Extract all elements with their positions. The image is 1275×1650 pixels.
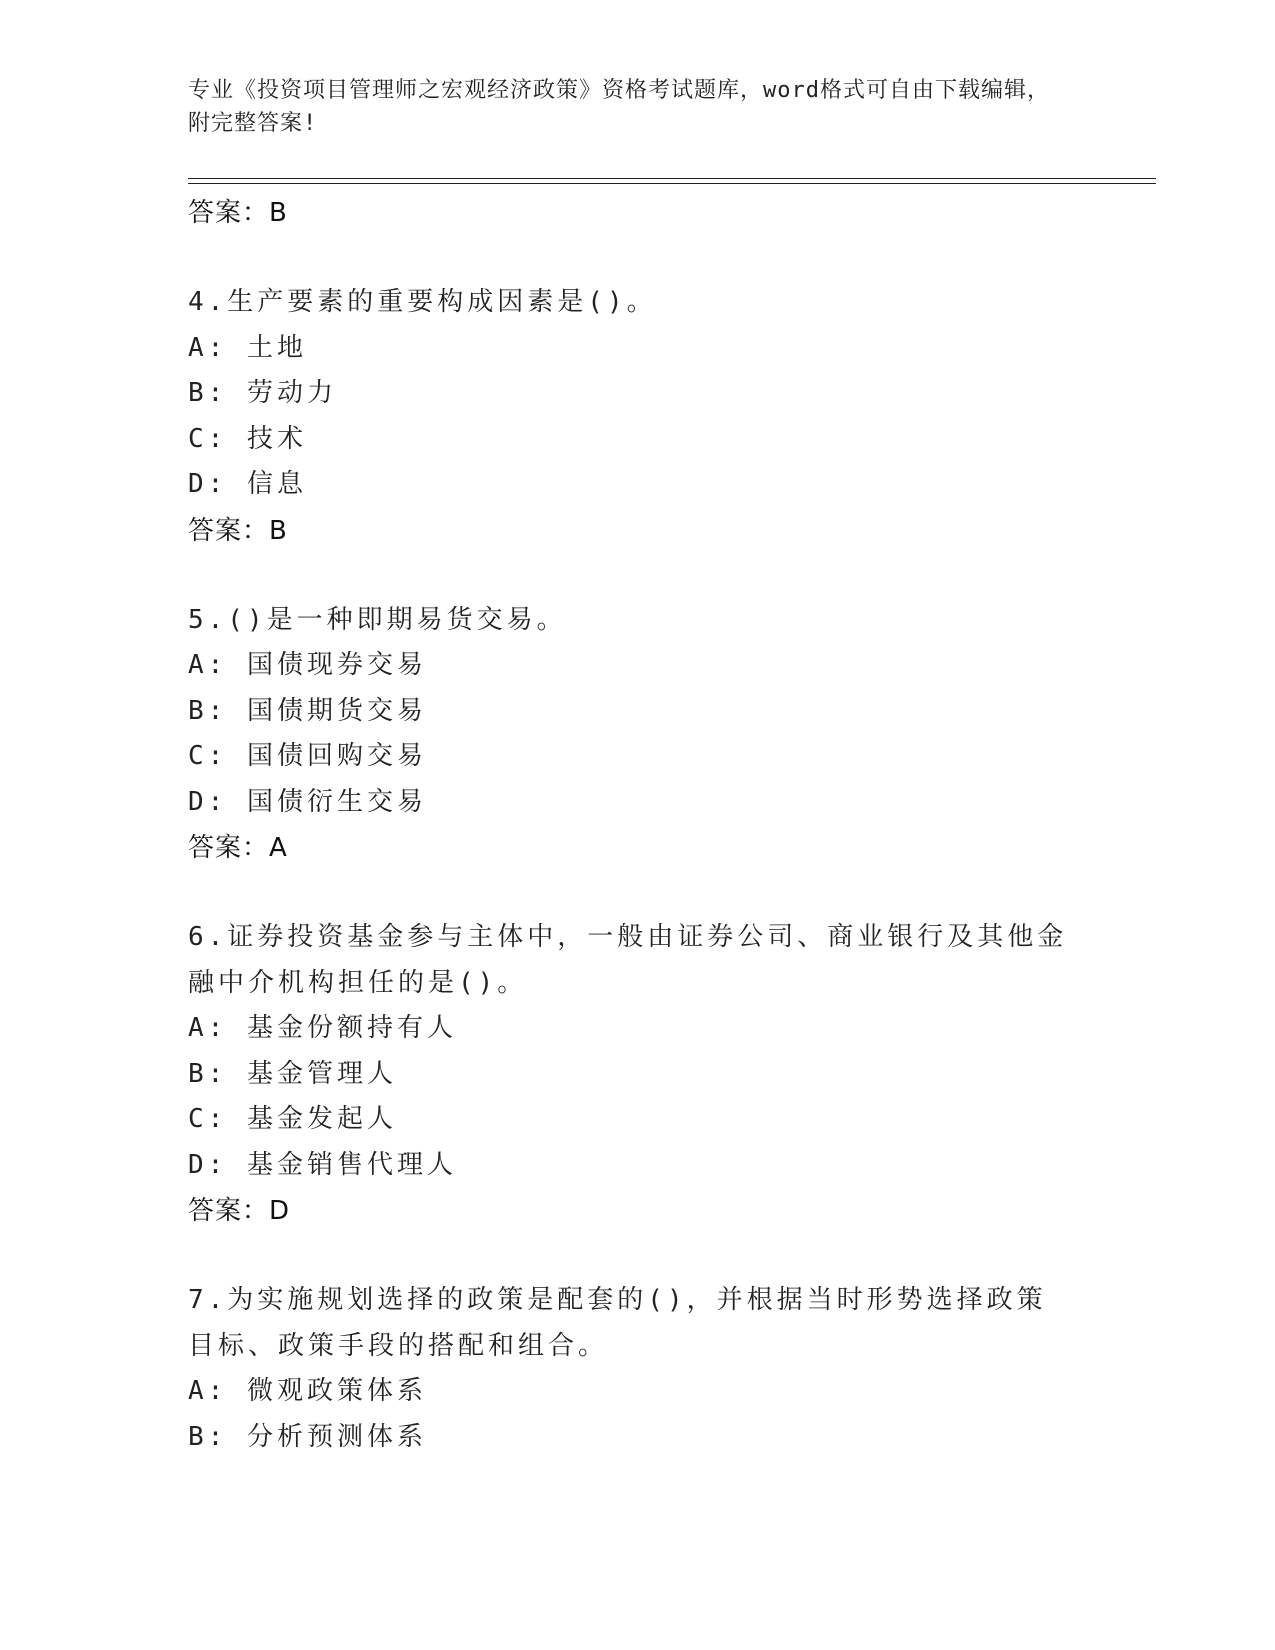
question-block-6: [188, 915, 1088, 1234]
answer-line: 答案：D: [188, 1196, 291, 1226]
document-header: 专业《投资项目管理师之宏观经济政策》资格考试题库，word格式可自由下载编辑，附完整答案!: [188, 78, 1050, 136]
option-a: A: 微观政策体系: [188, 1376, 427, 1406]
option-d: D: 国债衍生交易: [188, 786, 427, 817]
answer-line: 答案：A: [188, 833, 288, 863]
answer-line: 答案：B: [188, 198, 288, 228]
option-a: A: 国债现券交易: [188, 650, 427, 680]
option-c: C: 基金发起人: [188, 1104, 397, 1134]
answer-line: 答案：B: [188, 515, 288, 546]
question-block-5: [188, 598, 1088, 872]
question-stem: 6.证券投资基金参与主体中，一般由证券公司、商业银行及其他金融中介机构担任的是()。: [188, 922, 1068, 998]
question-stem: 4.生产要素的重要构成因素是()。: [188, 287, 657, 317]
option-b: B: 劳动力: [188, 378, 337, 408]
option-d: D: 信息: [188, 469, 307, 499]
option-b: B: 分析预测体系: [188, 1421, 427, 1452]
document-body: [188, 190, 1088, 1460]
option-c: C: 技术: [188, 423, 307, 454]
question-stem: 7.为实施规划选择的政策是配套的()，并根据当时形势选择政策目标、政策手段的搭配和组合。: [188, 1285, 1047, 1361]
question-block-7: [188, 1278, 1088, 1460]
question-stem: 5.()是一种即期易货交易。: [188, 604, 567, 635]
option-b: B: 基金管理人: [188, 1058, 397, 1089]
option-b: B: 国债期货交易: [188, 695, 427, 726]
option-a: A: 土地: [188, 332, 307, 363]
option-c: C: 国债回购交易: [188, 741, 427, 771]
header-divider-line-secondary: [188, 183, 1156, 184]
option-a: A: 基金份额持有人: [188, 1013, 457, 1043]
header-divider-line: [188, 178, 1156, 179]
option-d: D: 基金销售代理人: [188, 1149, 457, 1180]
question-block-4: [188, 280, 1088, 554]
